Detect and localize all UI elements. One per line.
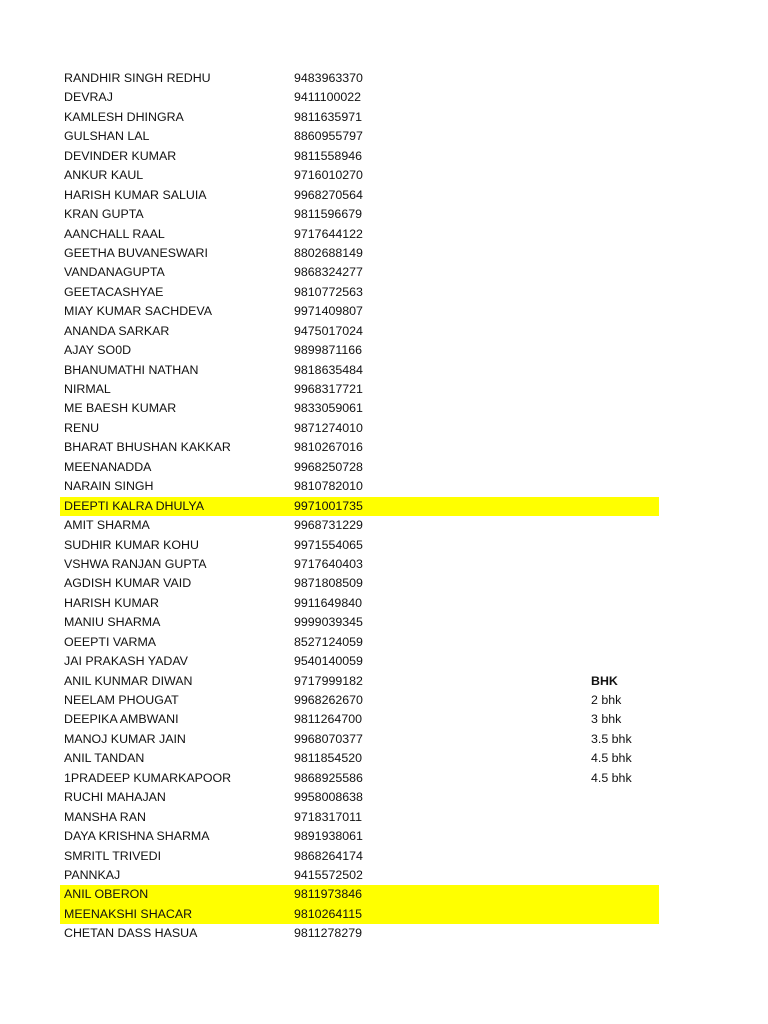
contact-name: DEVINDER KUMAR bbox=[64, 148, 177, 163]
contact-name: ANKUR KAUL bbox=[64, 168, 144, 183]
contact-phone: 9411100022 bbox=[294, 90, 362, 105]
contact-phone: 9968070377 bbox=[294, 731, 363, 746]
table-row bbox=[0, 322, 768, 341]
table-row bbox=[0, 672, 768, 691]
contact-name: SMRITL TRIVEDI bbox=[64, 848, 162, 863]
contact-phone: 9971001735 bbox=[294, 498, 363, 513]
table-row bbox=[0, 594, 768, 613]
contact-phone: 9891938061 bbox=[294, 829, 363, 844]
contact-phone: 9811635971 bbox=[294, 109, 362, 124]
contact-phone: 9810267016 bbox=[294, 440, 363, 455]
contact-name: AJAY SO0D bbox=[64, 343, 132, 358]
contact-phone: 9811596679 bbox=[294, 207, 362, 222]
contact-phone: 9899871166 bbox=[294, 343, 362, 358]
contact-sheet bbox=[0, 69, 768, 944]
contact-phone: 9871274010 bbox=[294, 420, 363, 435]
table-row bbox=[0, 652, 768, 671]
contact-name: 1PRADEEP KUMARKAPOOR bbox=[64, 770, 232, 785]
contact-phone: 9818635484 bbox=[294, 362, 363, 377]
table-row bbox=[0, 516, 768, 535]
contact-name: DEVRAJ bbox=[64, 90, 113, 105]
contact-name: RENU bbox=[64, 420, 100, 435]
table-row bbox=[0, 866, 768, 885]
contact-name: GULSHAN LAL bbox=[64, 129, 150, 144]
contact-phone: 9717640403 bbox=[294, 556, 363, 571]
contact-name: CHETAN DASS HASUA bbox=[64, 926, 198, 941]
table-row bbox=[0, 283, 768, 302]
contact-phone: 9868925586 bbox=[294, 770, 363, 785]
contact-phone: 9483963370 bbox=[294, 71, 363, 85]
contact-name: MEENAKSHI SHACAR bbox=[64, 906, 193, 921]
contact-name: MEENANADDA bbox=[64, 459, 152, 474]
contact-phone: 8802688149 bbox=[294, 245, 363, 260]
bhk-value: 4.5 bhk bbox=[591, 751, 632, 766]
highlighted-row bbox=[0, 905, 768, 924]
table-row bbox=[0, 438, 768, 457]
bhk-value: 3 bhk bbox=[591, 712, 622, 727]
table-row bbox=[0, 108, 768, 127]
table-row bbox=[0, 633, 768, 652]
contact-phone: 9810264115 bbox=[294, 906, 362, 921]
contact-name: AGDISH KUMAR VAID bbox=[64, 576, 192, 591]
table-row bbox=[0, 691, 768, 710]
contact-name: NARAIN SINGH bbox=[64, 479, 154, 494]
contact-name: VSHWA RANJAN GUPTA bbox=[64, 556, 207, 571]
table-row bbox=[0, 166, 768, 185]
table-row bbox=[0, 710, 768, 729]
contact-name: GEETACASHYAE bbox=[64, 284, 164, 299]
contact-phone: 9811558946 bbox=[294, 148, 362, 163]
contact-name: RUCHI MAHAJAN bbox=[64, 790, 166, 805]
contact-phone: 9968731229 bbox=[294, 518, 363, 533]
contact-name: MIAY KUMAR SACHDEVA bbox=[64, 304, 213, 319]
contact-phone: 9810782010 bbox=[294, 479, 363, 494]
table-row bbox=[0, 244, 768, 263]
contact-name: KAMLESH DHINGRA bbox=[64, 109, 184, 124]
contact-phone: 9971554065 bbox=[294, 537, 363, 552]
contact-name: DEEPTI KALRA DHULYA bbox=[64, 498, 205, 513]
contact-phone: 9999039345 bbox=[294, 615, 363, 630]
table-row bbox=[0, 924, 768, 943]
contact-phone: 9717644122 bbox=[294, 226, 363, 241]
bhk-header: BHK bbox=[591, 673, 618, 688]
table-row bbox=[0, 399, 768, 418]
contact-phone: 9968317721 bbox=[294, 382, 363, 396]
table-row bbox=[0, 555, 768, 574]
table-row bbox=[0, 147, 768, 166]
table-row bbox=[0, 788, 768, 807]
contact-phone: 8527124059 bbox=[294, 634, 363, 649]
contact-phone: 9968262670 bbox=[294, 693, 363, 707]
contact-name: SUDHIR KUMAR KOHU bbox=[64, 537, 199, 552]
contact-phone: 9833059061 bbox=[294, 401, 363, 416]
contact-phone: 9810772563 bbox=[294, 284, 363, 299]
contact-name: ANANDA SARKAR bbox=[64, 323, 170, 338]
contact-name: GEETHA BUVANESWARI bbox=[64, 245, 208, 260]
contact-name: KRAN GUPTA bbox=[64, 207, 144, 222]
table-row bbox=[0, 380, 768, 399]
contact-name: BHARAT BHUSHAN KAKKAR bbox=[64, 440, 231, 455]
contact-phone: 9717999182 bbox=[294, 673, 363, 688]
table-row bbox=[0, 808, 768, 827]
table-row bbox=[0, 341, 768, 360]
contact-name: OEEPTI VARMA bbox=[64, 634, 157, 649]
table-row bbox=[0, 769, 768, 788]
contact-name: HARISH KUMAR bbox=[64, 595, 160, 610]
contact-phone: 9911649840 bbox=[294, 595, 362, 610]
contact-name: MANOJ KUMAR JAIN bbox=[64, 731, 186, 746]
table-row bbox=[0, 186, 768, 205]
table-row bbox=[0, 749, 768, 768]
table-row bbox=[0, 419, 768, 438]
highlighted-row bbox=[0, 497, 768, 516]
contact-phone: 9968250728 bbox=[294, 459, 363, 474]
contact-name: NIRMAL bbox=[64, 382, 111, 396]
table-row bbox=[0, 127, 768, 146]
contact-name: ANIL KUNMAR DIWAN bbox=[64, 673, 193, 688]
contact-name: BHANUMATHI NATHAN bbox=[64, 362, 199, 377]
contact-name: VANDANAGUPTA bbox=[64, 265, 165, 280]
contact-name: NEELAM PHOUGAT bbox=[64, 693, 179, 707]
contact-phone: 9868324277 bbox=[294, 265, 363, 280]
table-row bbox=[0, 225, 768, 244]
contact-name: MANSHA RAN bbox=[64, 809, 146, 824]
contact-phone: 9811854520 bbox=[294, 751, 362, 766]
contact-name: ANIL TANDAN bbox=[64, 751, 145, 766]
table-row bbox=[0, 613, 768, 632]
bhk-value: 3.5 bhk bbox=[591, 731, 632, 746]
contact-phone: 9540140059 bbox=[294, 654, 363, 669]
contact-phone: 9958008638 bbox=[294, 790, 363, 805]
bhk-value: 4.5 bhk bbox=[591, 770, 632, 785]
contact-name: PANNKAJ bbox=[64, 867, 121, 882]
table-row bbox=[0, 477, 768, 496]
table-row bbox=[0, 263, 768, 282]
contact-phone: 8860955797 bbox=[294, 129, 363, 144]
bhk-value: 2 bhk bbox=[591, 693, 622, 707]
table-row bbox=[0, 536, 768, 555]
table-row bbox=[0, 69, 768, 88]
table-row bbox=[0, 847, 768, 866]
table-row bbox=[0, 205, 768, 224]
contact-phone: 9716010270 bbox=[294, 168, 363, 183]
contact-name: JAI PRAKASH YADAV bbox=[64, 654, 188, 669]
table-row bbox=[0, 361, 768, 380]
highlighted-row bbox=[0, 885, 768, 904]
contact-phone: 9968270564 bbox=[294, 187, 363, 202]
contact-name: AMIT SHARMA bbox=[64, 518, 150, 533]
contact-name: AANCHALL RAAL bbox=[64, 226, 165, 241]
contact-phone: 9811973846 bbox=[294, 887, 362, 902]
table-row bbox=[0, 574, 768, 593]
contact-phone: 9811278279 bbox=[294, 926, 362, 941]
contact-name: DEEPIKA AMBWANI bbox=[64, 712, 179, 727]
contact-phone: 9871808509 bbox=[294, 576, 363, 591]
table-row bbox=[0, 730, 768, 749]
contact-name: DAYA KRISHNA SHARMA bbox=[64, 829, 210, 844]
contact-name: RANDHIR SINGH REDHU bbox=[64, 71, 211, 85]
contact-phone: 9811264700 bbox=[294, 712, 362, 727]
table-row bbox=[0, 458, 768, 477]
contact-name: ME BAESH KUMAR bbox=[64, 401, 177, 416]
contact-phone: 9475017024 bbox=[294, 323, 363, 338]
contact-name: HARISH KUMAR SALUIA bbox=[64, 187, 207, 202]
contact-phone: 9415572502 bbox=[294, 867, 363, 882]
contact-phone: 9718317011 bbox=[294, 809, 362, 824]
contact-phone: 9868264174 bbox=[294, 848, 363, 863]
contact-name: MANIU SHARMA bbox=[64, 615, 161, 630]
table-row bbox=[0, 88, 768, 107]
table-row bbox=[0, 827, 768, 846]
table-row bbox=[0, 302, 768, 321]
contact-name: ANIL OBERON bbox=[64, 887, 149, 902]
contact-phone: 9971409807 bbox=[294, 304, 363, 319]
